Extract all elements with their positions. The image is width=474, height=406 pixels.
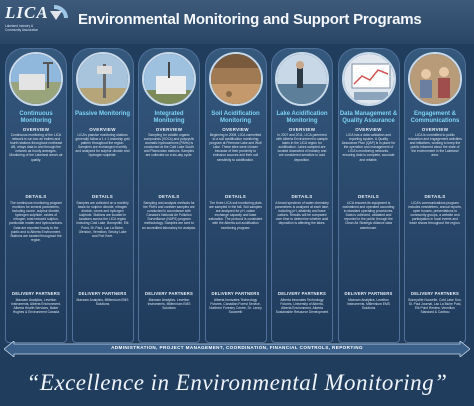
panel-title: Integrated Monitoring bbox=[153, 111, 185, 124]
details-text: Sampling and analysis methods for the PAHs and canister samples are conducted in accordance with Canada's National Air Pollution Surveillance (NAPS) program methodology. Samples are sent to an accredited laboratory for analysis. bbox=[142, 201, 196, 230]
overview-text: In 2007 and 2011, LICA partnered with Alberta Environment to sample lakes in the LICA region for acidification. Lakes sampled are located downwind of industry and are considered sensitive to acid deposition. bbox=[276, 133, 328, 162]
panel-lake-sampling bbox=[271, 48, 333, 343]
delivery-partners-text: Bonnyville Nouvelle, Cold Lake Sun, St. Paul Journal, Lac La Biche Post, Elk Point Review, Vermilion Standard & Caribou bbox=[408, 298, 462, 315]
panel-title: Data Management & Quality Assurance bbox=[339, 111, 398, 124]
panel-title: Soil Acidification Monitoring bbox=[211, 111, 260, 124]
panel-data-management bbox=[338, 48, 400, 343]
passive-sampler-icon bbox=[76, 52, 130, 106]
delivery-partners-text: Alberta Innovates Technology Futures, University of Alberta, Alberta Environment, Alberta Sustainable Resource Development bbox=[275, 298, 329, 315]
panel-engagement bbox=[404, 48, 466, 343]
panel-integrated-station bbox=[138, 48, 200, 343]
overview-heading: OVERVIEW bbox=[288, 127, 316, 132]
panel-title: Engagement & Communications bbox=[410, 111, 460, 124]
page-title: Environmental Monitoring and Support Programs bbox=[78, 11, 422, 28]
banner-text: ADMINISTRATION, PROJECT MANAGEMENT, COORDINATION, FINANCIAL CONTROLS, REPORTING bbox=[111, 345, 363, 350]
data-management-icon bbox=[342, 52, 396, 106]
panel-monitoring-station bbox=[5, 48, 67, 343]
monitoring-station-icon bbox=[9, 52, 63, 106]
delivery-partners-heading: DELIVERY PARTNERS bbox=[78, 291, 127, 296]
lica-logo bbox=[4, 3, 70, 41]
delivery-partners-heading: DELIVERY PARTNERS bbox=[344, 291, 393, 296]
logo-text: LICA bbox=[5, 3, 49, 22]
details-text: A broad spectrum of water chemistry parameters is analyzed at each lake, including pH, alkalinity and base cations. Results will be compared over time to determine whether acid deposition is affecting the lakes. bbox=[275, 201, 329, 226]
integrated-station-icon bbox=[142, 52, 196, 106]
overview-heading: OVERVIEW bbox=[421, 127, 449, 132]
delivery-partners-text: Maxxam Analytics, Levelton Instruments, Alberta Environment, Alberta Health Services, Baker Hughes & Environment Canada bbox=[11, 298, 61, 315]
panel-title: Continuous Monitoring bbox=[19, 111, 53, 124]
overview-heading: OVERVIEW bbox=[22, 127, 50, 132]
overview-heading: OVERVIEW bbox=[355, 127, 382, 132]
delivery-partners-text: Maxxam Analytics, Levelton Instruments, Millennium EMS Solutions bbox=[347, 298, 390, 311]
details-text: The three LICA soil monitoring plots are sampled in the fall. Soil samples are analyzed for pH, cation exchange capacity and base saturation. The protocol is consistent with the Alberta soil acidification monitoring program. bbox=[208, 201, 263, 230]
details-text: The continuous monitoring program monitors for several parameters, including ozone, sulphur dioxide, hydrogen sulphide, oxides of nitrogen, total reduced sulphur, particulate matter and hydrocarbons. Data are reported hourly to the public and to Alberta Environment. Stations are located throughout the region. bbox=[9, 201, 63, 242]
lake-sampling-icon bbox=[275, 52, 329, 106]
header bbox=[0, 0, 474, 44]
engagement-icon bbox=[408, 52, 462, 106]
panel-soil-profile bbox=[205, 48, 267, 343]
panel-title: Lake Acidification Monitoring bbox=[276, 111, 328, 124]
program-panels bbox=[5, 48, 470, 348]
logo-subtitle-1: Lakeland Industry & bbox=[5, 24, 34, 28]
overview-heading: OVERVIEW bbox=[89, 127, 116, 132]
details-text: LICA's communications program includes newsletters, annual reports, open houses, presentations to community groups, a website and participation in local events and trade shows throughout the region. bbox=[408, 201, 462, 226]
delivery-partners-heading: DELIVERY PARTNERS bbox=[211, 291, 260, 296]
details-heading: DETAILS bbox=[91, 194, 114, 199]
delivery-partners-heading: DELIVERY PARTNERS bbox=[278, 291, 326, 296]
overview-text: Sampling for volatile organic compounds (VOCs) and polycyclic aromatic hydrocarbons (PAHs) is conducted at the Cold Lake South and Plamondon stations. Samples are collected on a six-day cycle. bbox=[143, 133, 195, 158]
soil-profile-icon bbox=[209, 52, 263, 106]
details-heading: DETAILS bbox=[424, 194, 446, 199]
details-heading: DETAILS bbox=[25, 194, 47, 199]
panel-passive-sampler bbox=[72, 48, 134, 343]
details-heading: DETAILS bbox=[357, 194, 380, 199]
delivery-partners-heading: DELIVERY PARTNERS bbox=[411, 291, 459, 296]
overview-text: LICA's passive monitoring stations generally follow a 1 x 1 township grid pattern throughout the region. Samplers are exchanged monthly and analyzed for sulphur dioxide and hydrogen sulphide. bbox=[75, 133, 130, 158]
overview-text: Beginning in 2008, LICA committed to a soil acidification monitoring program at Primrose Lake and Wolf Lake. These sites were chosen because of their proximity to emission sources and their soil sensitivity to acidification. bbox=[209, 133, 262, 162]
delivery-partners-text: Maxxam Analytics, Levelton Instruments, Millennium EMS Solutions bbox=[147, 298, 191, 311]
motto: “Excellence in Environmental Monitoring” bbox=[26, 370, 448, 395]
details-heading: DETAILS bbox=[158, 194, 180, 199]
details-text: Samples are collected on a monthly basis for sulphur dioxide, nitrogen dioxide, ozone and hydrogen sulphide. Stations are located in locations across the LICA region including Cold Lake, Bonnyville, Elk Point, St. Paul, Lac La Biche, Glendon, Vermilion, Smoky Lake and Fort Kent. bbox=[76, 201, 129, 238]
delivery-partners-heading: DELIVERY PARTNERS bbox=[12, 291, 60, 296]
details-text: LICA ensures its equipment is maintained and operated according to standard operating procedures. Data is collected, validated and reported to the public through the Clean Air Strategic Alliance data warehouse. bbox=[342, 201, 395, 230]
delivery-partners-text: Maxxam Analytics, Millennium EMS Solutions bbox=[76, 298, 129, 307]
details-heading: DETAILS bbox=[224, 194, 247, 199]
delivery-partners-text: Alberta Innovates Technology Futures, Canadian Forest Service, Northern Forestry Centre, Dr. Lenny Scowreth bbox=[209, 298, 262, 315]
overview-heading: OVERVIEW bbox=[155, 127, 183, 132]
delivery-partners-heading: DELIVERY PARTNERS bbox=[145, 291, 193, 296]
overview-text: LICA is committed to public education and engagement activities and initiatives, working to keep the public informed about the state of the environment in the Lakeland area. bbox=[408, 133, 462, 158]
details-heading: DETAILS bbox=[291, 194, 313, 199]
logo-subtitle-2: Community Association bbox=[5, 28, 39, 32]
overview-heading: OVERVIEW bbox=[222, 127, 249, 132]
panel-title: Passive Monitoring bbox=[74, 111, 130, 117]
overview-text: LICA has a data validation and reporting system. A Quality Assurance Plan (QAP) is in place for the operation and management of LICA's monitoring networks, ensuring data is complete, accurate and reliable. bbox=[341, 133, 396, 162]
overview-text: Continuous monitoring of the LICA network is run two air trailers and fourth stations throughout northeast AB, relays data to and through the network as hourly averages. Monitoring of the Lakeland area's air quality. bbox=[9, 133, 63, 162]
